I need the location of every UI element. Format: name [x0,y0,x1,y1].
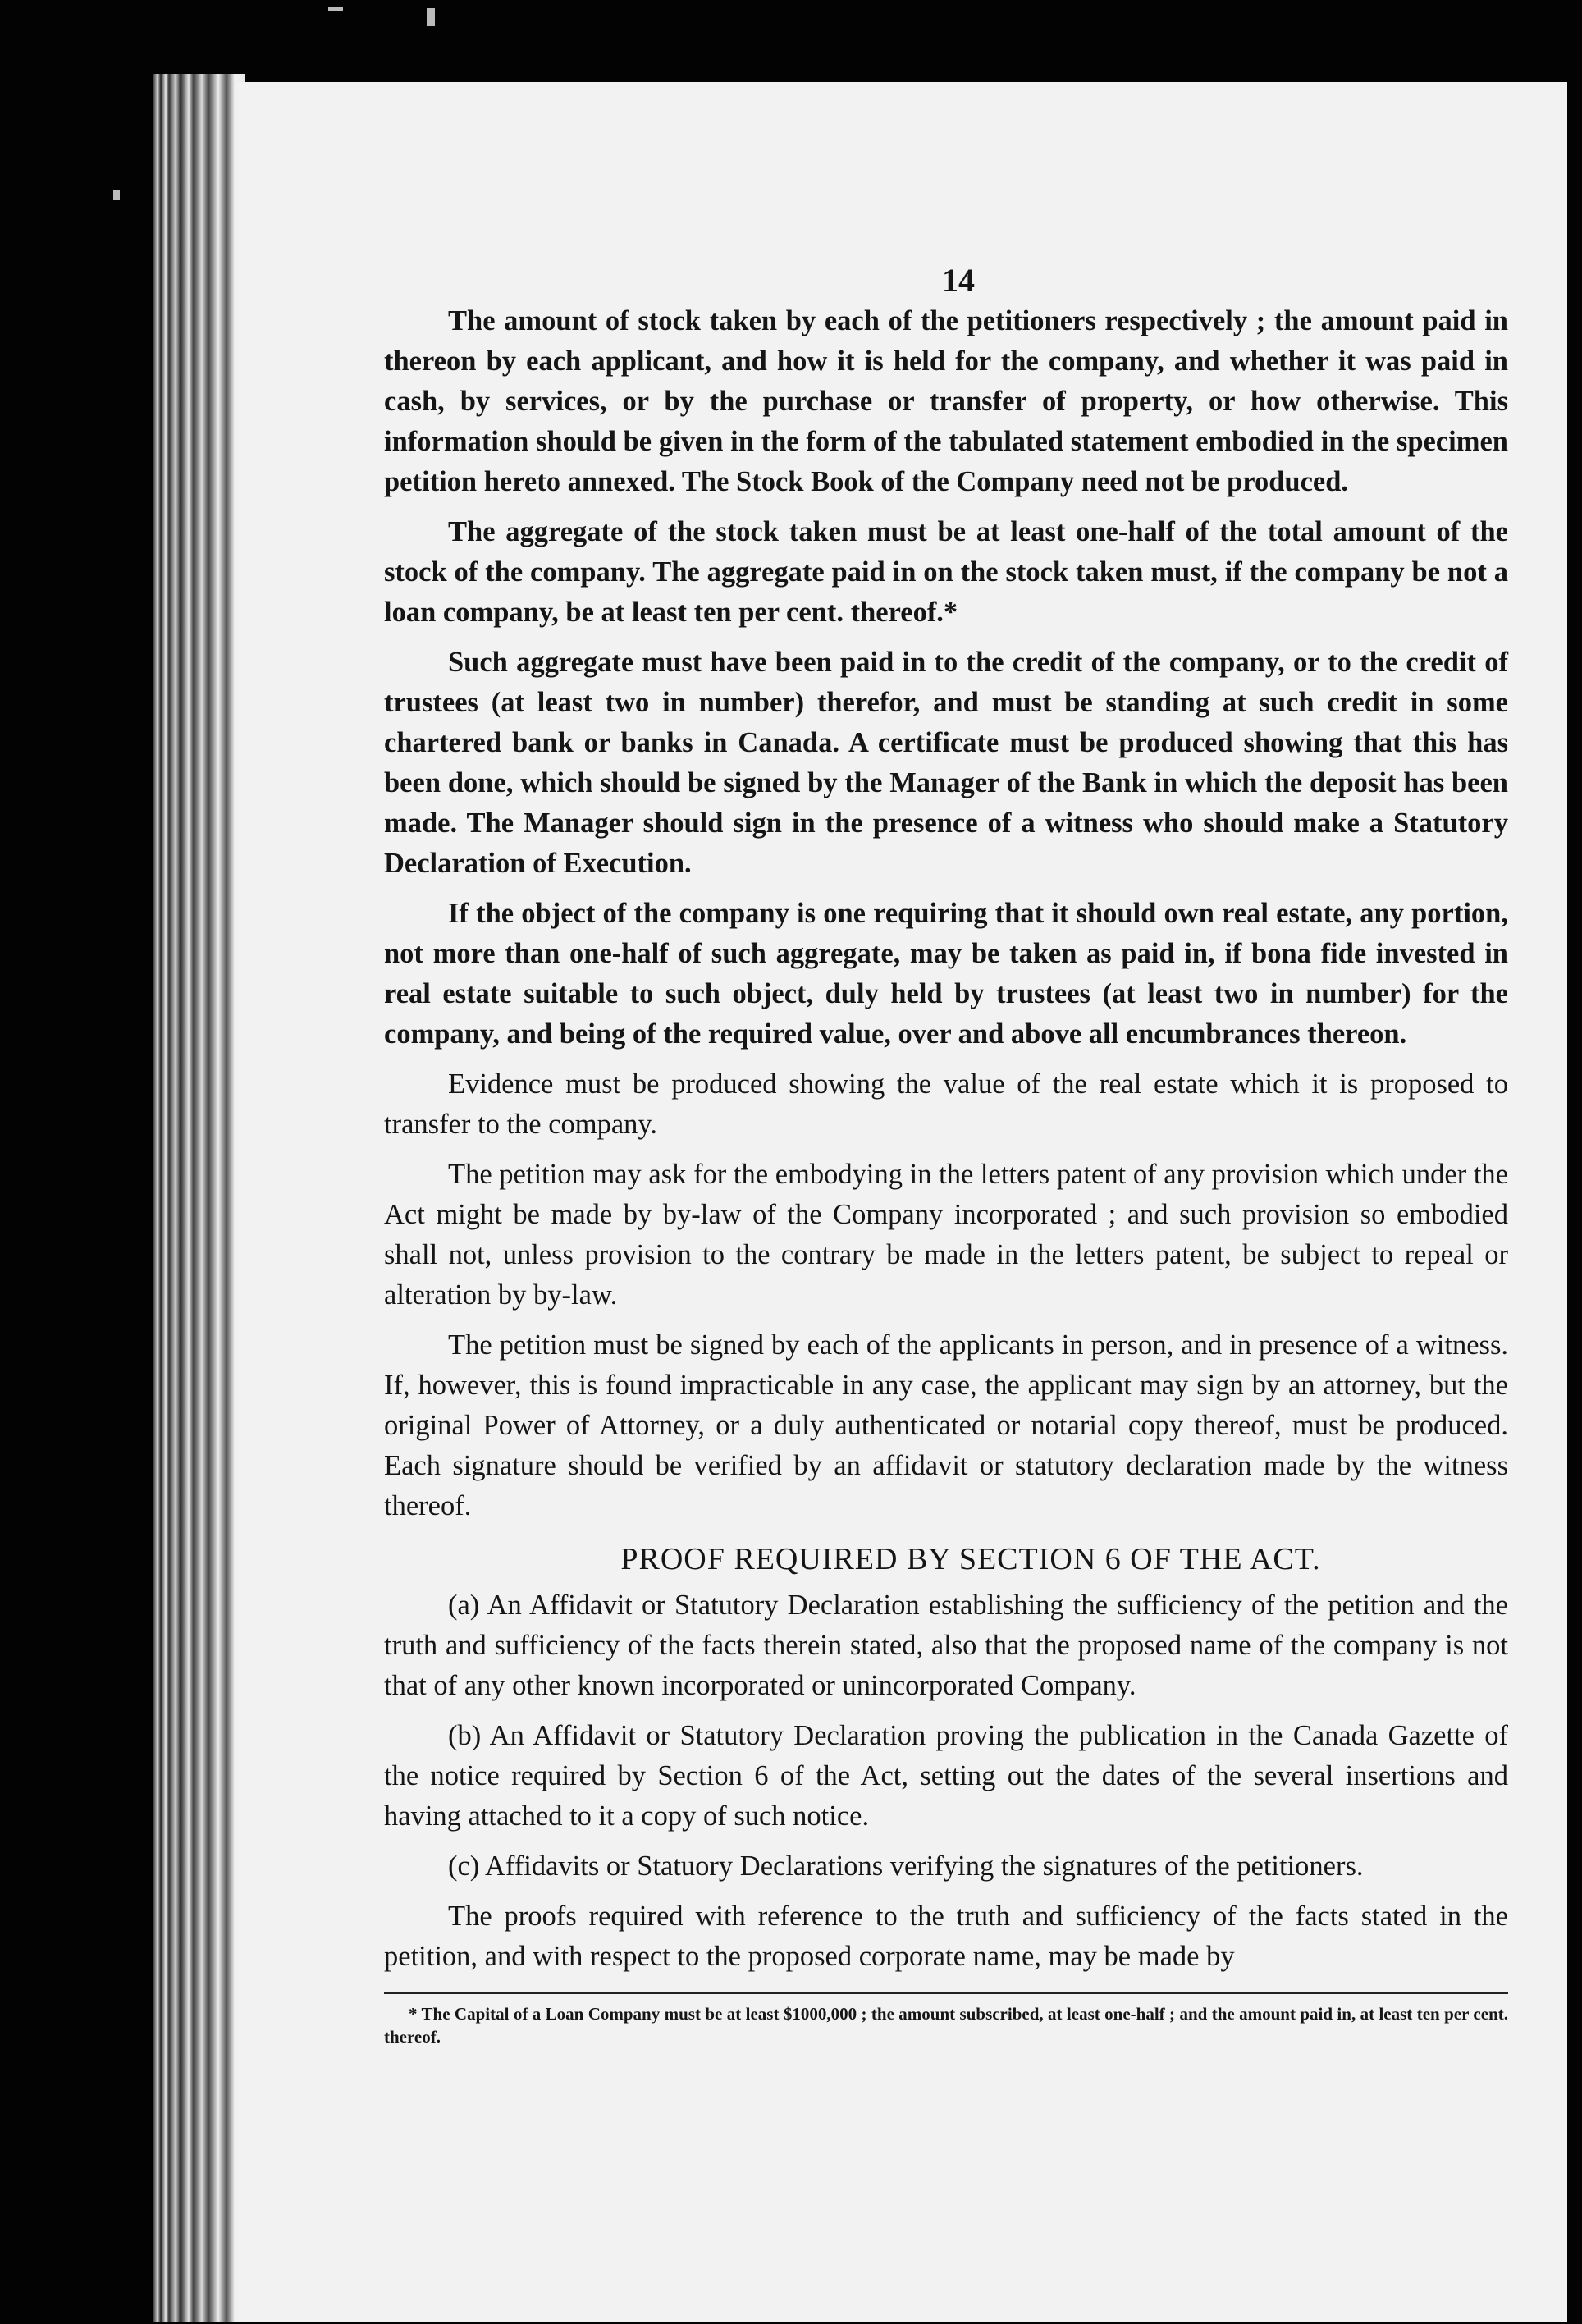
paragraph-aggregate-stock: The aggregate of the stock taken must be at least one-half of the total amount of the stock of the company. The aggregate paid in on the stock taken must, if the company be not a loan company, be at least ten per cent. thereof.* [384,516,1508,628]
page-text-block [384,261,1508,2048]
scan-artifact [427,8,435,26]
book-binding-edge [153,74,245,2322]
paragraph-letters-patent: The petition may ask for the embodying in the letters patent of any provision which under the Act might be made by by-law of the Company incorporated ; and such provision so embodied shall not, unless provision to the contrary be made in the letters patent, be subject to repeal or alteration by by-law. [384,1159,1508,1311]
page-number: 14 [942,262,975,299]
closing-paragraph: The proofs required with reference to the truth and sufficiency of the facts stated in the petition, and with respect to the proposed corporate name, may be made by [384,1901,1508,1972]
paragraph-evidence: Evidence must be produced showing the value of the real estate which it is proposed to transfer to the company. [384,1068,1508,1140]
footnote: * The Capital of a Loan Company must be at least $1000,000 ; the amount subscribed, at least one-half ; and the amount paid in, at least ten per cent. thereof. [384,2004,1508,2047]
paragraph-real-estate: If the object of the company is one requiring that it should own real estate, any portion, not more than one-half of such aggregate, may be taken as paid in, if bona fide invested in real estate suitable to such object, duly held by trustees (at least two in number) for the company, and being of the required value, over and above all encumbrances thereon. [384,898,1508,1050]
proof-item-b: (b) An Affidavit or Statutory Declaration proving the publication in the Canada Gazette of the notice required by Section 6 of the Act, setting out the dates of the several insertions and having attached to it a copy of such notice. [384,1720,1508,1832]
proof-item-a: (a) An Affidavit or Statutory Declaration establishing the sufficiency of the petition and the truth and sufficiency of the facts therein stated, also that the proposed name of the company is not that of any other known incorporated or unincorporated Company. [384,1590,1508,1701]
section-heading: PROOF REQUIRED BY SECTION 6 OF THE ACT. [620,1542,1321,1576]
paragraph-signatures: The petition must be signed by each of the applicants in person, and in presence of a witness. If, however, this is found impracticable in any case, the applicant may sign by an attorney, but the original Power of Attorney, or a duly authenticated or notarial copy thereof, must be produced. Each signature should be verified by an affidavit or statutory declaration made by the witness thereof. [384,1329,1508,1521]
scan-artifact [328,7,343,11]
paragraph-credit-deposit: Such aggregate must have been paid in to the credit of the company, or to the credit of trustees (at least two in number) therefor, and must be standing at such credit in some chartered bank or banks in Canada. A certificate must be produced showing that this has been done, which should be signed by the Manager of the Bank in which the deposit has been made. The Manager should sign in the presence of a witness who should make a Statutory Declaration of Execution. [384,647,1508,879]
proof-item-c: (c) Affidavits or Statuory Declarations verifying the signatures of the petitioners. [448,1851,1364,1882]
paragraph-stock-amount: The amount of stock taken by each of the petitioners respectively ; the amount paid in thereon by each applicant, and how it is held for the company, and whether it was paid in cash, by services, or by the purchase or transfer of property, or how otherwise. This information should be given in the form of the tabulated statement embodied in the specimen petition hereto annexed. The Stock Book of the Company need not be produced. [384,305,1508,497]
footnote-divider [384,1992,1508,1994]
scan-artifact [113,190,120,200]
